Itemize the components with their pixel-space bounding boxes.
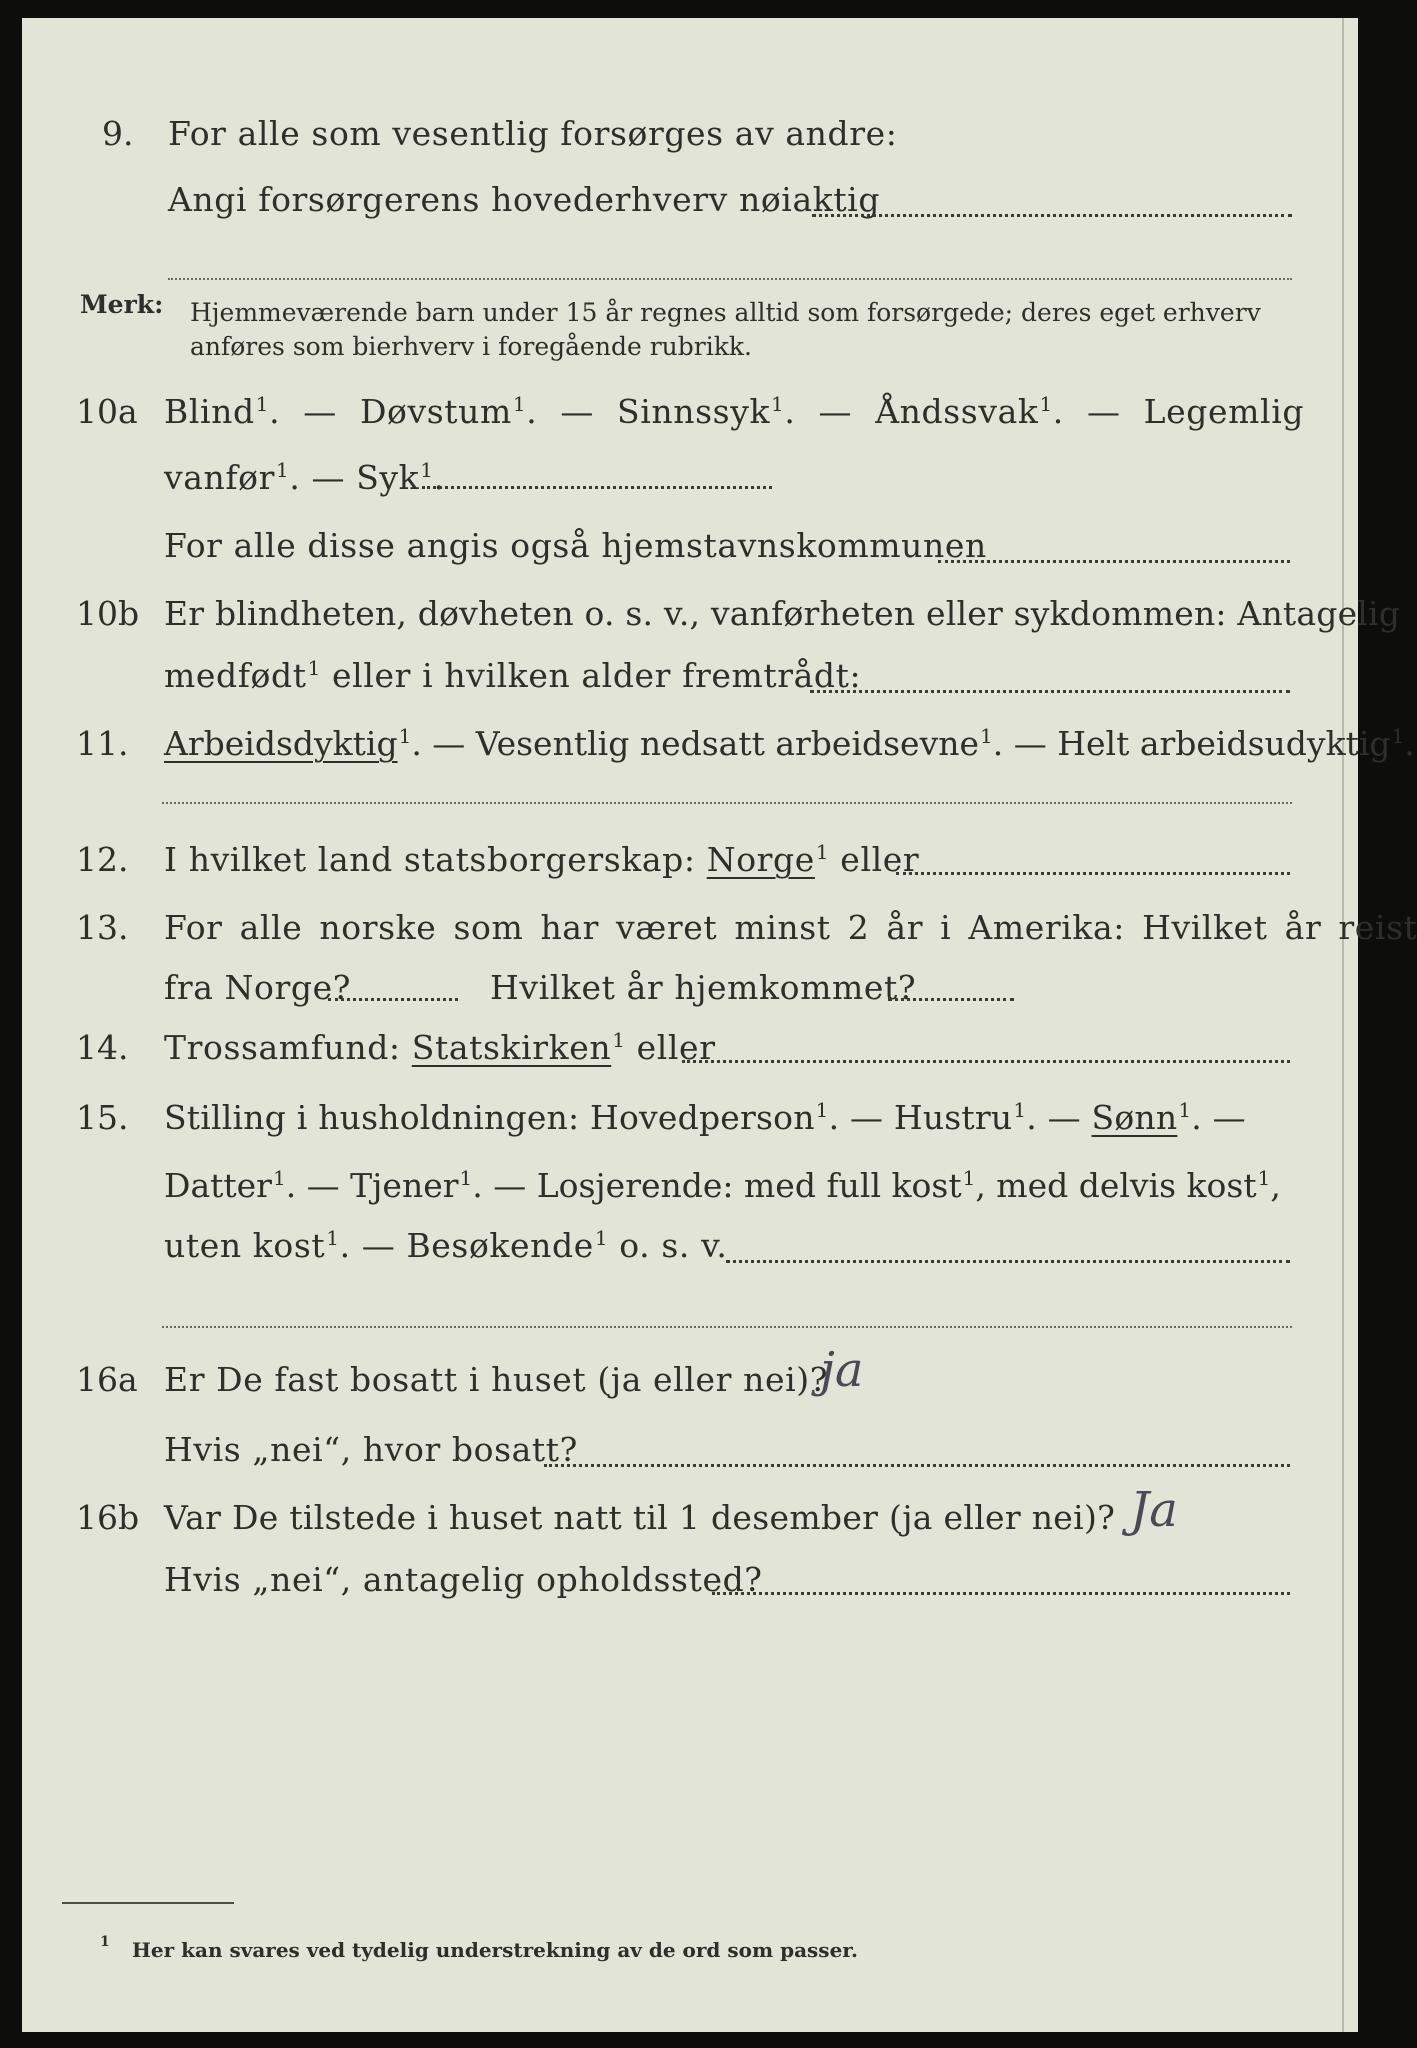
opt-arbeidsdyktig[interactable]: Arbeidsdyktig xyxy=(164,724,398,763)
opt-legemlig[interactable]: . — Legemlig xyxy=(1052,392,1305,431)
q15-extra-line[interactable] xyxy=(162,1326,1292,1328)
q16b-line2: Hvis „nei“, antagelig opholdssted? xyxy=(164,1560,763,1599)
q13-hjemkommet-line[interactable] xyxy=(888,998,1014,1001)
q11-extra-line[interactable] xyxy=(162,802,1292,804)
q9-extra-line[interactable] xyxy=(168,278,1292,280)
q11-number: 11. xyxy=(76,724,129,763)
opt-syk[interactable]: . — Syk xyxy=(289,458,420,497)
footnote-rule xyxy=(62,1902,234,1904)
q9-number: 9. xyxy=(102,114,134,153)
q10a-syk-answer-line[interactable] xyxy=(422,486,772,489)
q16b-line1: Var De tilstede i huset natt til 1 desember (ja eller nei)? xyxy=(164,1498,1116,1537)
q10b-line2: medfødt$^1$ eller i hvilken alder fremtrådt: xyxy=(164,656,862,695)
merk-line1: Hjemmeværende barn under 15 år regnes alltid som forsørgede; deres eget erhverv xyxy=(190,298,1261,327)
opt-udyktig[interactable]: . — Helt arbeidsudyktig xyxy=(992,724,1391,763)
q9-line2: Angi forsørgerens hovederhverv nøiaktig xyxy=(168,180,881,219)
opt-norge[interactable]: Norge xyxy=(706,840,815,879)
opt-besokende[interactable]: . — Besøkende xyxy=(339,1226,594,1265)
opt-statskirken[interactable]: Statskirken xyxy=(411,1028,612,1067)
q13-line2b: Hvilket år hjemkommet? xyxy=(490,968,917,1007)
q16a-line2: Hvis „nei“, hvor bosatt? xyxy=(164,1430,578,1469)
opt-hovedperson[interactable]: Stilling i husholdningen: Hovedperson xyxy=(164,1098,815,1137)
q10b-number: 10b xyxy=(76,594,140,633)
q16b-handwritten-answer[interactable]: Ja xyxy=(1130,1482,1178,1538)
opt-sonn[interactable]: Sønn xyxy=(1091,1098,1178,1137)
opt-sinnssyk[interactable]: . — Sinnssyk xyxy=(526,392,771,431)
opt-blind[interactable]: Blind xyxy=(164,392,255,431)
opt-andssvak[interactable]: . — Åndssvak xyxy=(784,392,1039,431)
opt-hustru[interactable]: . — Hustru xyxy=(828,1098,1013,1137)
q10a-line3: For alle disse angis også hjemstavnskommunen xyxy=(164,526,987,565)
q15-line2: Datter$^1$. — Tjener$^1$. — Losjerende: med full kost$^1$, med delvis kost$^1$, xyxy=(164,1166,1281,1205)
q16a-line1: Er De fast bosatt i huset (ja eller nei)? xyxy=(164,1360,828,1399)
q10a-hjemstavn-line[interactable] xyxy=(938,560,1290,563)
q10b-answer-line[interactable] xyxy=(810,690,1290,693)
q10a-line1: Blind$^1$. — Døvstum$^1$. — Sinnssyk$^1$. — Åndssvak$^1$. — Legemlig xyxy=(164,392,1305,431)
q16b-number: 16b xyxy=(76,1498,140,1537)
opt-uten-kost[interactable]: uten kost xyxy=(164,1226,326,1265)
q15-line3: uten kost$^1$. — Besøkende$^1$ o. s. v. xyxy=(164,1226,728,1265)
merk-label: Merk: xyxy=(80,290,164,319)
q13-line1: For alle norske som har været minst 2 år i Amerika: Hvilket år reist xyxy=(164,908,1417,947)
opt-datter[interactable]: Datter xyxy=(164,1166,272,1205)
q12-answer-line[interactable] xyxy=(896,872,1290,875)
q10a-number: 10a xyxy=(76,392,138,431)
footnote-mark: 1 xyxy=(100,1934,110,1950)
q13-number: 13. xyxy=(76,908,129,947)
q15-number: 15. xyxy=(76,1098,129,1137)
q14-answer-line[interactable] xyxy=(682,1060,1290,1063)
q15-line1: Stilling i husholdningen: Hovedperson$^1$. — Hustru$^1$. — Sønn$^1$. — xyxy=(164,1098,1246,1137)
opt-vanfor[interactable]: vanfør xyxy=(164,458,276,497)
q13-line2a: fra Norge? xyxy=(164,968,352,1007)
q9-line1: For alle som vesentlig forsørges av andre: xyxy=(168,114,898,153)
q12-line: I hvilket land statsborgerskap: Norge$^1$ eller xyxy=(164,840,920,879)
q14-number: 14. xyxy=(76,1028,129,1067)
q11-line: Arbeidsdyktig$^1$. — Vesentlig nedsatt arbeidsevne$^1$. — Helt arbeidsudyktig$^1$. xyxy=(164,724,1415,763)
q10a-line2: vanfør$^1$. — Syk$^1$. xyxy=(164,458,445,497)
page-edge xyxy=(1342,18,1344,2032)
opt-tjener[interactable]: . — Tjener xyxy=(285,1166,459,1205)
q12-number: 12. xyxy=(76,840,129,879)
merk-line2: anføres som bierhverv i foregående rubrikk. xyxy=(190,332,752,361)
footnote-text: Her kan svares ved tydelig understrekning av de ord som passer. xyxy=(132,1938,858,1962)
opt-nedsatt[interactable]: . — Vesentlig nedsatt arbeidsevne xyxy=(411,724,980,763)
q10b-line1: Er blindheten, døvheten o. s. v., vanførheten eller sykdommen: Antagelig xyxy=(164,594,1401,633)
q13-reist-line[interactable] xyxy=(328,998,458,1001)
q14-line: Trossamfund: Statskirken$^1$ eller xyxy=(164,1028,716,1067)
q16a-number: 16a xyxy=(76,1360,138,1399)
opt-full-kost[interactable]: . — Losjerende: med full kost xyxy=(472,1166,962,1205)
opt-delvis-kost[interactable]: , med delvis kost xyxy=(975,1166,1257,1205)
census-form-page xyxy=(22,18,1417,2032)
q15-answer-line[interactable] xyxy=(726,1260,1290,1263)
q16b-answer-line[interactable] xyxy=(712,1592,1290,1595)
opt-dovstum[interactable]: . — Døvstum xyxy=(269,392,512,431)
q9-answer-line[interactable] xyxy=(812,214,1292,217)
q16a-answer-line[interactable] xyxy=(544,1464,1290,1467)
q16a-handwritten-answer[interactable]: ja xyxy=(820,1342,864,1398)
